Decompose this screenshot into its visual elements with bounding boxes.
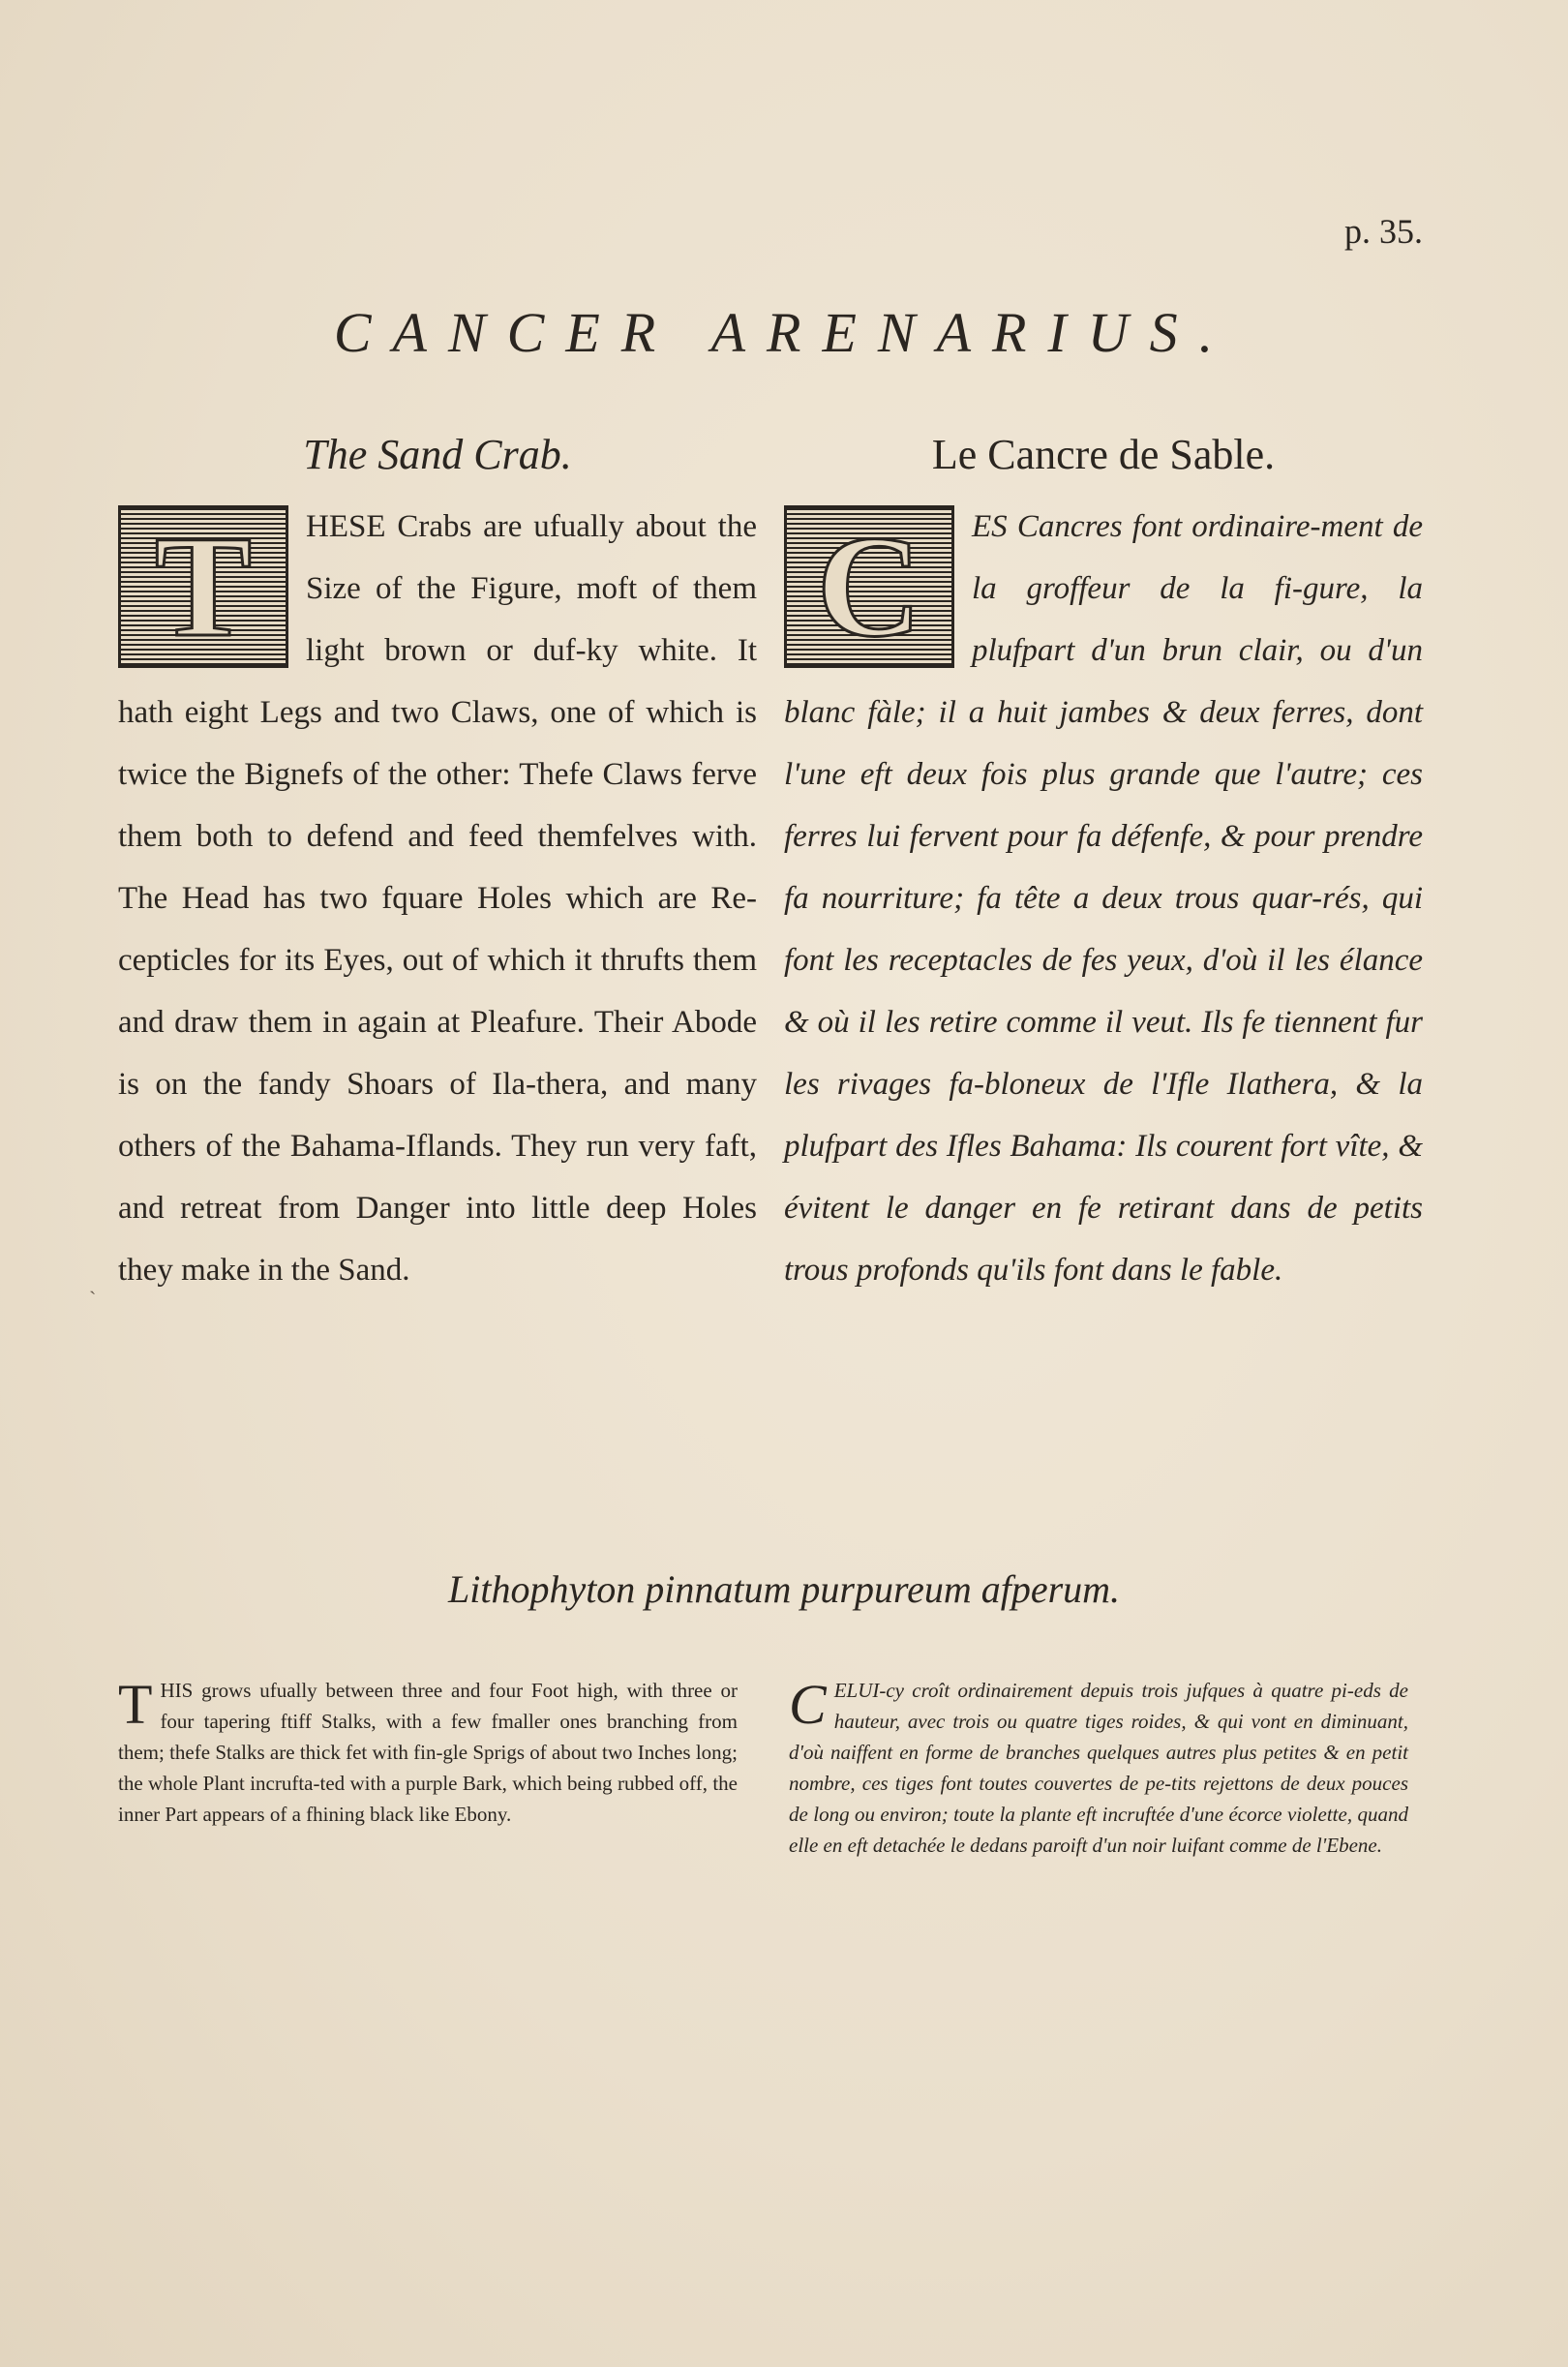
french-heading: Le Cancre de Sable. [931,431,1276,478]
decorated-initial-t-icon [118,505,288,668]
french-column [784,426,1423,1301]
small-english-paragraph [118,1675,738,1830]
section-subtitle: Lithophyton pinnatum purpureum afperum. [447,1567,1121,1611]
english-heading: The Sand Crab. [303,431,572,478]
decorated-initial-c-icon [784,505,954,668]
small-french-text: ELUI-cy croît ordinairement depuis trois jufques à quatre pi-eds de hauteur, avec trois ou quatre tiges roides, & qui vont en diminuant, d'où naiffent en forme de branches quelques autres plus petites & en petit nombre, ces tiges font toutes couvertes de pe-tits rejettons de deux pouces de long ou environ; toute la plante eft incruftée d'une écorce violette, quand elle en eft detachée le dedans paroift d'un noir luifant comme de l'Ebene. [789,1679,1408,1857]
margin-mark-icon: ˎ [89,1271,97,1295]
small-french-initial: C [789,1673,827,1736]
english-initial-letter: T [154,506,253,667]
english-paragraph: HESE Crabs are ufually about the Size of the Figure, moft of them light brown or duf-ky white. It hath eight Legs and two Claws, one of which is twice the Bignefs of the other: Thefe Claws ferve them both to defend and feed themfelves with. The Head has two fquare Holes which are Re-cepticles for its Eyes, out of which it thrufts them and draw them in again at Pleafure. Their Abode is on the fandy Shoars of Ila-thera, and many others of the Bahama-Iflands. They run very faft, and retreat from Danger into little deep Holes they make in the Sand. [118,509,757,1288]
small-french-paragraph [789,1675,1408,1861]
page-number: p. 35. [1344,212,1423,251]
french-paragraph: ES Cancres font ordinaire-ment de la groffeur de la fi-gure, la plufpart d'un brun clair, ou d'un blanc fàle; il a huit jambes & deux ferres, dont l'une eft deux fois plus grande que l'autre; ces ferres lui fervent pour fa défenfe, & pour prendre fa nourriture; fa tête a deux trous quar-rés, qui font les receptacles de fes yeux, d'où il les élance & où il les retire comme il veut. Ils fe tiennent fur les rivages fa-bloneux de l'Ifle Ilathera, & la plufpart des Ifles Bahama: Ils courent fort vîte, & évitent le danger en fe retirant dans de petits trous profonds qu'ils font dans le fable. [784,509,1423,1288]
small-english-initial: T [118,1673,153,1736]
small-english-text: HIS grows ufually between three and four Foot high, with three or four tapering ftiff Stalks, with a few fmaller ones branching from them; thefe Stalks are thick fet with fin-gle Sprigs of about two Inches long; the whole Plant incrufta-ted with a purple Bark, which being rubbed off, the inner Part appears of a fhining black like Ebony. [118,1679,738,1826]
english-column [118,426,757,1301]
page-title: CANCER ARENARIUS. [333,301,1235,364]
french-initial-letter: C [816,506,922,667]
